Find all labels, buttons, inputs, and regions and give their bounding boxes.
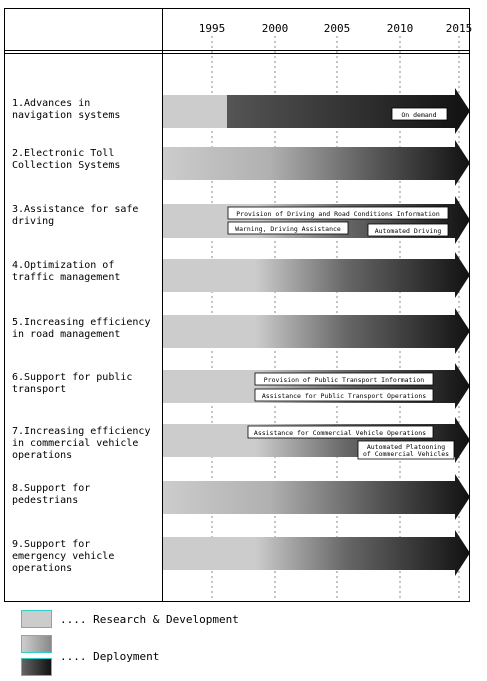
item-label: operations — [12, 450, 73, 461]
tag-pt-ops: Assistance for Public Transport Operations — [261, 392, 427, 400]
year-label-2005: 2005 — [323, 22, 351, 35]
item-label: 2.Electronic Toll — [12, 148, 115, 159]
item-label: in commercial vehicle — [12, 438, 139, 449]
item-label: 9.Support for — [12, 539, 91, 550]
deployment-arrow — [163, 140, 470, 186]
tag-platoon-1: Automated Platooning — [366, 443, 446, 451]
item-label: Collection Systems — [12, 160, 121, 171]
row-pedestrians — [12, 474, 470, 520]
deployment-arrow — [163, 530, 470, 576]
row-public-transport — [12, 363, 470, 409]
item-label: 4.Optimization of — [12, 260, 115, 271]
legend — [22, 611, 239, 676]
tag-platoon-2: of Commercial Vehicles — [362, 450, 450, 458]
row-safe-driving — [12, 196, 470, 244]
item-label: operations — [12, 563, 73, 574]
legend-swatch-research — [22, 611, 52, 628]
item-label: in road management — [12, 329, 121, 340]
tag-road-info: Provision of Driving and Road Conditions Information — [236, 210, 440, 218]
deployment-arrow — [163, 308, 470, 354]
year-label-2000: 2000 — [261, 22, 289, 35]
item-label: navigation systems — [12, 110, 121, 121]
tag-pt-info: Provision of Public Transport Information — [263, 376, 425, 384]
item-label: driving — [12, 216, 55, 227]
row-navigation — [12, 88, 470, 134]
deployment-arrow — [163, 363, 470, 409]
row-commercial-vehicles — [12, 417, 470, 463]
row-traffic-management — [12, 252, 470, 298]
legend-research: .... Research & Development — [60, 613, 239, 626]
research-bar — [163, 95, 227, 128]
item-label: 1.Advances in — [12, 98, 91, 109]
item-label: 5.Increasing efficiency — [12, 317, 151, 328]
item-label: pedestrians — [12, 495, 79, 506]
row-toll-collection — [12, 140, 470, 186]
deployment-arrow — [163, 252, 470, 298]
row-road-management — [12, 308, 470, 354]
item-label: emergency vehicle — [12, 551, 115, 562]
item-label: transport — [12, 384, 67, 395]
item-label: traffic management — [12, 272, 121, 283]
tag-automated-driving: Automated Driving — [374, 227, 442, 235]
deployment-arrow — [163, 196, 470, 244]
year-label-2015: 2015 — [445, 22, 473, 35]
legend-swatch-deployment — [22, 659, 52, 676]
tag-on-demand: On demand — [401, 111, 437, 119]
legend-swatch-transition — [22, 636, 52, 653]
item-label: 6.Support for public — [12, 372, 133, 383]
item-label: 8.Support for — [12, 483, 91, 494]
legend-deployment: .... Deployment — [60, 650, 160, 663]
tag-warning: Warning, Driving Assistance — [235, 225, 341, 233]
row-emergency-vehicles — [12, 530, 470, 576]
item-label: 7.Increasing efficiency — [12, 426, 151, 437]
item-label: 3.Assistance for safe — [12, 204, 139, 215]
deployment-arrow — [163, 474, 470, 520]
year-label-2010: 2010 — [386, 22, 414, 35]
year-label-1995: 1995 — [198, 22, 226, 35]
tag-cv-ops: Assistance for Commercial Vehicle Operations — [253, 429, 427, 437]
